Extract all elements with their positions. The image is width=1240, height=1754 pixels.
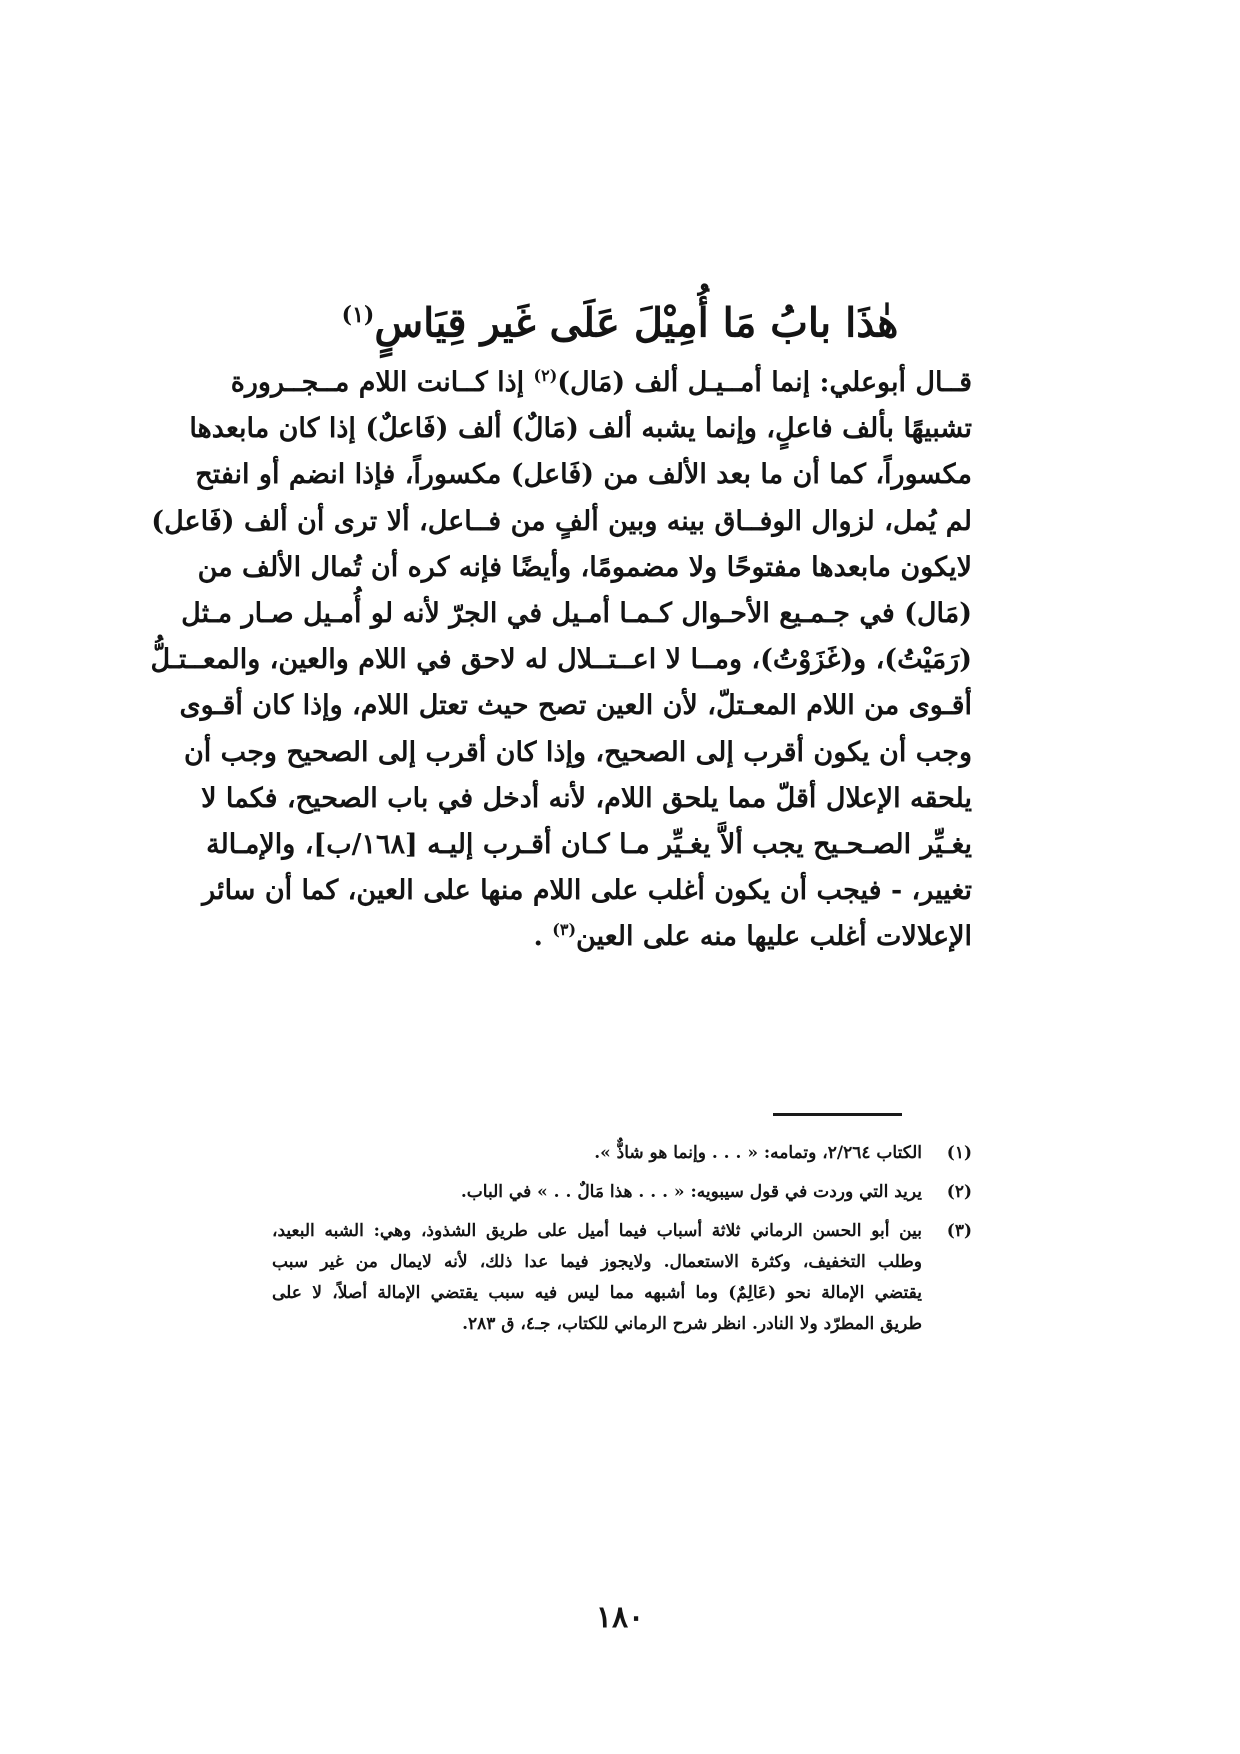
paragraph-line: لم يُمل، لزوال الوفــاق بينه وبين ألفٍ من فــاعل، ألا ترى أن ألف (فَاعل) xyxy=(151,505,972,537)
paragraph-line: يغـيِّر الصـحـيح يجب ألاَّ يغـيِّر مـا كـان أقـرب إليـه [١٦٨/ب]، والإمـالة xyxy=(206,829,972,861)
footnote-number: (٣) xyxy=(946,1221,972,1241)
line-text: قــال أبوعلي: إنما أمــيـل ألف (مَال) xyxy=(557,367,972,398)
line-text: إذا كــانت اللام مــجــرورة xyxy=(230,367,525,398)
footnote-line: الكتاب ٢/٢٦٤، وتمامه: « . . . وإنما هو شاذٌّ ». xyxy=(594,1143,922,1163)
footnote-line: يقتضي الإمالة نحو (عَالِمٌ) وما أشبهه مما ليس فيه سبب يقتضي الإمالة أصلاً، لا على xyxy=(272,1283,922,1303)
paragraph-line: تشبيهًا بألف فاعلٍ، وإنما يشبه ألف (مَالٌ) ألف (فَاعلٌ) إذا كان مابعدها xyxy=(189,413,972,445)
paragraph-line: (مَال) في جـمـيع الأحـوال كـمـا أمـيل في الجرّ لأنه لو أُمـيل صـار مـثل xyxy=(181,598,972,630)
footnote-text xyxy=(272,1138,922,1169)
footnote-text xyxy=(272,1216,922,1340)
paragraph-line xyxy=(272,914,972,960)
chapter-title xyxy=(0,285,1240,353)
footnote-separator xyxy=(773,1113,902,1116)
paragraph-line: يلحقه الإعلال أقلّ مما يلحق اللام، لأنه أدخل في باب الصحيح، فكما لا xyxy=(201,782,972,814)
paragraph-line: لايكون مابعدها مفتوحًا ولا مضمومًا، وأيضًا فإنه كره أن تُمال الألف من xyxy=(197,551,972,583)
footnote-ref-3: (٣) xyxy=(552,920,577,940)
paragraph-line: أقـوى من اللام المعـتلّ، لأن العين تصح حيث تعتل اللام، وإذا كان أقـوى xyxy=(179,690,972,722)
footnote-number: (١) xyxy=(946,1143,972,1163)
main-paragraph xyxy=(150,360,972,961)
paragraph-line: وجب أن يكون أقرب إلى الصحيح، وإذا كان أقرب إلى الصحيح وجب أن xyxy=(183,736,972,768)
footnote-text xyxy=(272,1177,922,1208)
paragraph-line: (رَمَيْتُ)، و(غَزَوْتُ)، ومــا لا اعــتــلال له لاحق في اللام والعين، والمعــتـلُّ xyxy=(150,644,972,676)
paragraph-line: تغيير، - فيجب أن يكون أغلب على اللام منها على العين، كما أن سائر xyxy=(202,875,972,907)
footnote-3 xyxy=(272,1216,972,1340)
paragraph-line xyxy=(230,360,972,406)
paragraph-line: مكسوراً، كما أن ما بعد الألف من (فَاعل) مكسوراً، فإذا انضم أو انفتح xyxy=(195,459,972,491)
footnote-ref-2: (٢) xyxy=(533,366,558,385)
footnote-line: وطلب التخفيف، وكثرة الاستعمال. ولايجوز فيما عدا ذلك، لأنه لايمال من غير سبب xyxy=(272,1252,922,1272)
line-text: الإعلالات أغلب عليها منه على العين xyxy=(576,921,972,953)
footnote-line: طريق المطرّد ولا النادر. انظر شرح الرماني للكتاب، جـ٤، ق ٢٨٣. xyxy=(462,1314,922,1334)
footnote-2 xyxy=(272,1177,972,1208)
page-number: ١٨٠ xyxy=(595,1600,645,1635)
footnote-line: بين أبو الحسن الرماني ثلاثة أسباب فيما أميل على طريق الشذوذ، وهي: الشبه البعيد، xyxy=(272,1221,922,1241)
footnote-1 xyxy=(272,1138,972,1169)
footnotes xyxy=(272,1138,972,1348)
footnote-line: يريد التي وردت في قول سيبويه: « . . . هذا مَالٌ . . » في الباب. xyxy=(460,1182,922,1202)
line-text: . xyxy=(533,921,543,953)
footnote-ref-1: (١) xyxy=(341,302,375,328)
footnote-number: (٢) xyxy=(946,1182,972,1202)
chapter-title-text: هٰذَا بابُ مَا أُمِيْلَ عَلَى غَير قِيَاسٍ xyxy=(374,299,899,347)
